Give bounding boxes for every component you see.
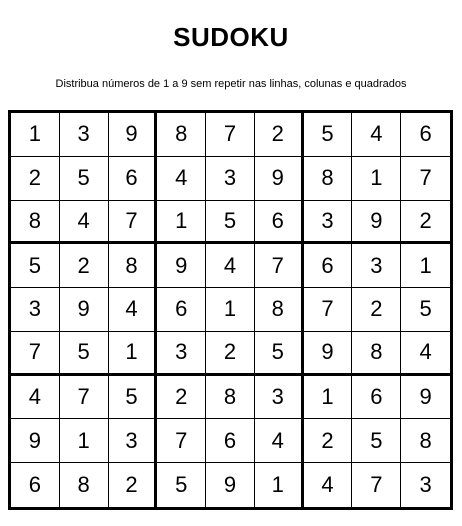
sudoku-cell[interactable]: 7: [206, 113, 255, 157]
sudoku-cell[interactable]: 2: [401, 201, 450, 245]
sudoku-cell[interactable]: 1: [206, 288, 255, 332]
sudoku-cell[interactable]: 3: [157, 332, 206, 376]
sudoku-cell[interactable]: 4: [352, 113, 401, 157]
sudoku-cell[interactable]: 5: [401, 288, 450, 332]
sudoku-cell[interactable]: 4: [109, 288, 158, 332]
sudoku-cell[interactable]: 2: [11, 157, 60, 201]
sudoku-cell[interactable]: 7: [60, 376, 109, 420]
sudoku-cell[interactable]: 5: [255, 332, 304, 376]
sudoku-cell[interactable]: 8: [206, 376, 255, 420]
sudoku-cell[interactable]: 9: [401, 376, 450, 420]
sudoku-cell[interactable]: 2: [206, 332, 255, 376]
sudoku-cell[interactable]: 3: [11, 288, 60, 332]
sudoku-cell[interactable]: 8: [157, 113, 206, 157]
sudoku-cell[interactable]: 5: [60, 332, 109, 376]
sudoku-cell[interactable]: 9: [60, 288, 109, 332]
sudoku-cell[interactable]: 4: [255, 419, 304, 463]
sudoku-cell[interactable]: 4: [304, 463, 353, 507]
sudoku-cell[interactable]: 1: [11, 113, 60, 157]
sudoku-cell[interactable]: 2: [352, 288, 401, 332]
sudoku-cell[interactable]: 9: [304, 332, 353, 376]
sudoku-cell[interactable]: 1: [157, 201, 206, 245]
sudoku-cell[interactable]: 1: [304, 376, 353, 420]
sudoku-cell[interactable]: 4: [206, 244, 255, 288]
sudoku-cell[interactable]: 8: [352, 332, 401, 376]
sudoku-cell[interactable]: 9: [157, 244, 206, 288]
sudoku-cell[interactable]: 9: [11, 419, 60, 463]
sudoku-cell[interactable]: 1: [352, 157, 401, 201]
sudoku-cell[interactable]: 9: [206, 463, 255, 507]
sudoku-cell[interactable]: 4: [60, 201, 109, 245]
sudoku-cell[interactable]: 7: [255, 244, 304, 288]
sudoku-cell[interactable]: 6: [401, 113, 450, 157]
sudoku-cell[interactable]: 3: [304, 201, 353, 245]
sudoku-cell[interactable]: 3: [206, 157, 255, 201]
instructions: Distribua números de 1 a 9 sem repetir nas linhas, colunas e quadrados: [55, 78, 407, 90]
sudoku-cell[interactable]: 7: [109, 201, 158, 245]
sudoku-cell[interactable]: 8: [304, 157, 353, 201]
sudoku-cell[interactable]: 1: [60, 419, 109, 463]
sudoku-cell[interactable]: 6: [11, 463, 60, 507]
sudoku-cell[interactable]: 9: [352, 201, 401, 245]
sudoku-cell[interactable]: 5: [60, 157, 109, 201]
sudoku-cell[interactable]: 4: [11, 376, 60, 420]
sudoku-cell[interactable]: 9: [255, 157, 304, 201]
sudoku-cell[interactable]: 4: [401, 332, 450, 376]
sudoku-cell[interactable]: 7: [401, 157, 450, 201]
sudoku-cell[interactable]: 2: [109, 463, 158, 507]
sudoku-cell[interactable]: 3: [255, 376, 304, 420]
sudoku-cell[interactable]: 8: [11, 201, 60, 245]
sudoku-cell[interactable]: 2: [60, 244, 109, 288]
sudoku-grid: [8, 110, 453, 510]
page-title: SUDOKU: [173, 22, 289, 52]
sudoku-cell[interactable]: 3: [109, 419, 158, 463]
sudoku-cell[interactable]: 7: [157, 419, 206, 463]
sudoku-cell[interactable]: 2: [304, 419, 353, 463]
sudoku-cell[interactable]: 3: [60, 113, 109, 157]
sudoku-cell[interactable]: 2: [255, 113, 304, 157]
sudoku-cell[interactable]: 1: [109, 332, 158, 376]
sudoku-cell[interactable]: 8: [401, 419, 450, 463]
sudoku-cell[interactable]: 5: [352, 419, 401, 463]
sudoku-cell[interactable]: 1: [401, 244, 450, 288]
sudoku-cell[interactable]: 5: [109, 376, 158, 420]
sudoku-cell[interactable]: 8: [109, 244, 158, 288]
sudoku-cell[interactable]: 5: [304, 113, 353, 157]
sudoku-cell[interactable]: 6: [304, 244, 353, 288]
sudoku-cell[interactable]: 6: [352, 376, 401, 420]
sudoku-cell[interactable]: 4: [157, 157, 206, 201]
sudoku-cell[interactable]: 5: [11, 244, 60, 288]
sudoku-cell[interactable]: 6: [109, 157, 158, 201]
sudoku-cell[interactable]: 1: [255, 463, 304, 507]
sudoku-cell[interactable]: 2: [157, 376, 206, 420]
sudoku-cell[interactable]: 9: [109, 113, 158, 157]
sudoku-cell[interactable]: 7: [11, 332, 60, 376]
sudoku-cell[interactable]: 3: [352, 244, 401, 288]
sudoku-cell[interactable]: 6: [157, 288, 206, 332]
sudoku-cell[interactable]: 8: [255, 288, 304, 332]
sudoku-cell[interactable]: 6: [206, 419, 255, 463]
sudoku-cell[interactable]: 5: [206, 201, 255, 245]
sudoku-cell[interactable]: 5: [157, 463, 206, 507]
sudoku-cell[interactable]: 7: [304, 288, 353, 332]
sudoku-cell[interactable]: 3: [419, 472, 432, 498]
sudoku-cell[interactable]: 8: [60, 463, 109, 507]
sudoku-cell[interactable]: 6: [255, 201, 304, 245]
sudoku-cell[interactable]: 7: [352, 463, 401, 507]
